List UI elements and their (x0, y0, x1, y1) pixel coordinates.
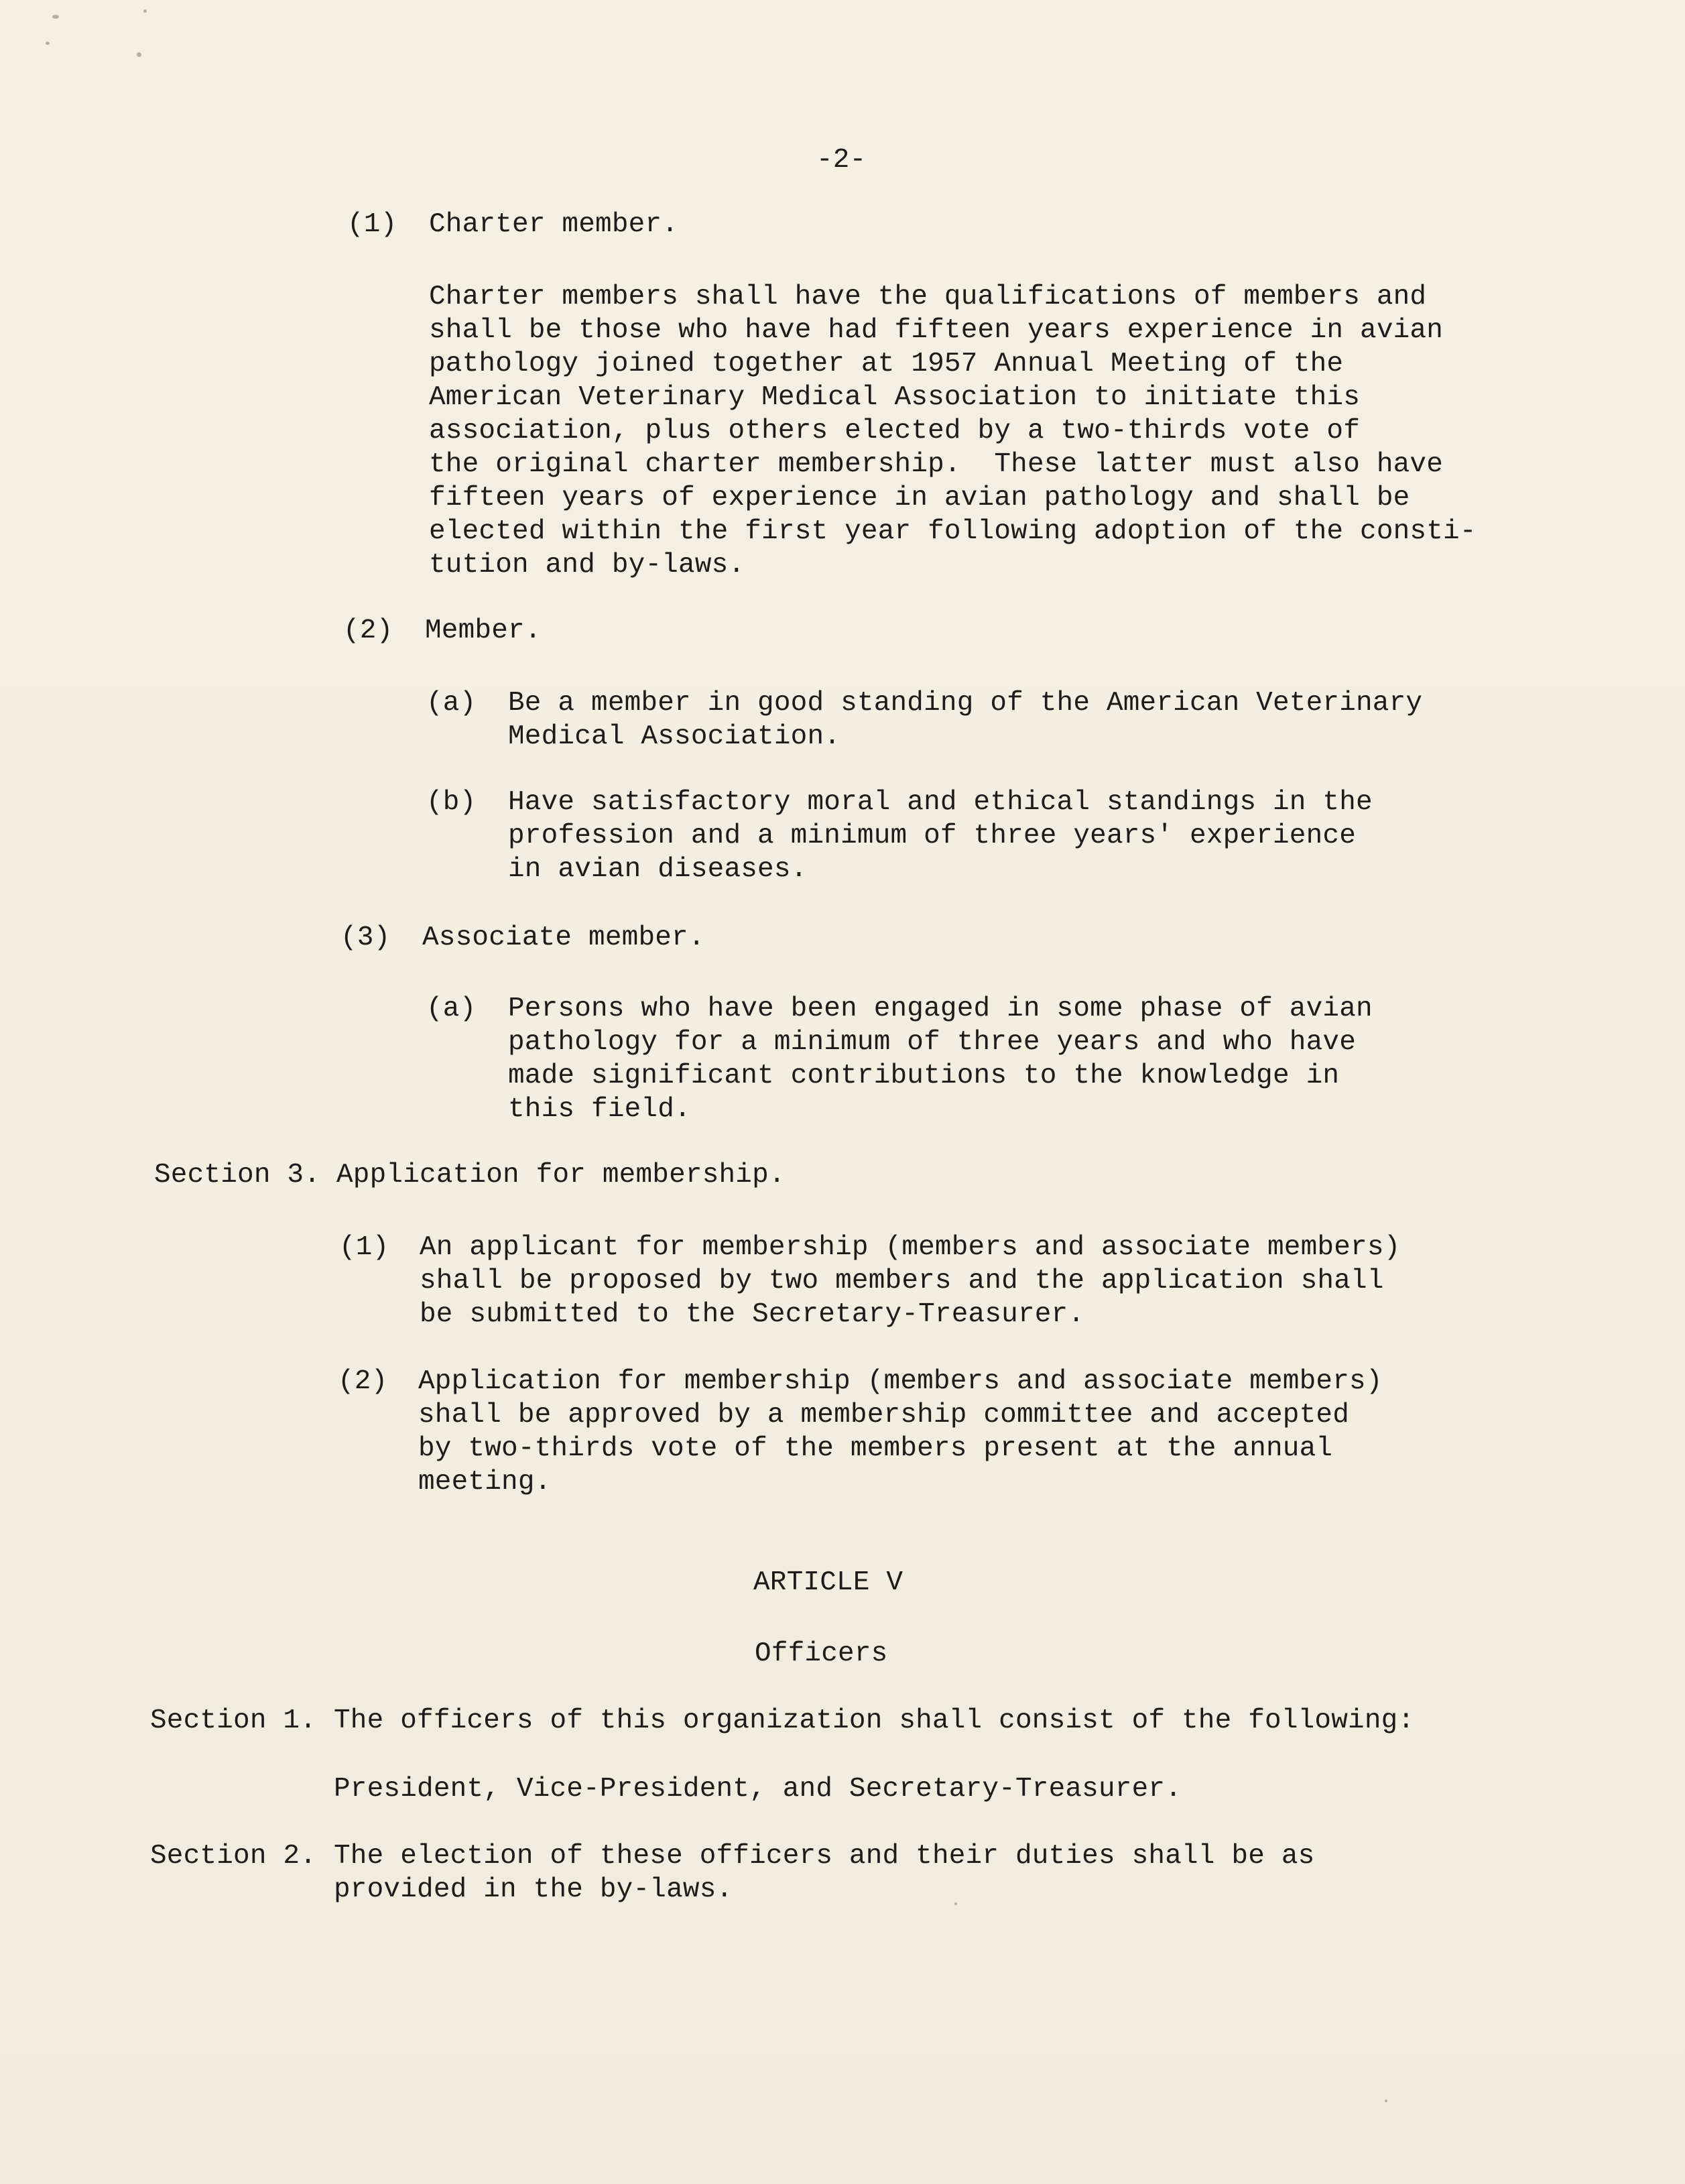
paper-speck (137, 52, 141, 57)
section3-item2-line: meeting. (418, 1467, 552, 1498)
section3-item1-line: be submitted to the Secretary-Treasurer. (420, 1299, 1085, 1330)
member-a-line: Be a member in good standing of the American Veterinary (508, 688, 1423, 719)
member-b-line: in avian diseases. (508, 854, 808, 885)
member-b-line: Have satisfactory moral and ethical standings in the (508, 787, 1373, 818)
member-b-line: profession and a minimum of three years' experience (508, 821, 1357, 851)
charter-member-number: (1) (347, 209, 397, 240)
officers-list: President, Vice-President, and Secretary-Treasurer. (334, 1774, 1182, 1805)
section3-item2-line: Application for membership (members and associate members) (418, 1366, 1383, 1397)
associate-a-line: this field. (508, 1094, 691, 1125)
paper-speck (52, 15, 59, 19)
member-a-line: Medical Association. (508, 721, 841, 752)
associate-member-number: (3) (340, 922, 391, 953)
section3-label: Section 3. (154, 1160, 321, 1191)
section3-title: Application for membership. (336, 1160, 786, 1191)
page-number: -2- (816, 145, 867, 176)
member-a-label: (a) (426, 688, 477, 719)
charter-paragraph-line: American Veterinary Medical Association to initiate this (429, 382, 1361, 413)
section3-item2-line: shall be approved by a membership committee and accepted (418, 1400, 1350, 1431)
article-section1-label: Section 1. (150, 1705, 317, 1736)
member-number: (2) (343, 615, 393, 646)
associate-a-line: Persons who have been engaged in some phase of avian (508, 993, 1373, 1024)
associate-a-line: pathology for a minimum of three years and who have (508, 1027, 1357, 1058)
associate-a-line: made significant contributions to the knowledge in (508, 1060, 1340, 1091)
charter-paragraph-line: elected within the first year following adoption of the consti- (429, 516, 1477, 547)
associate-a-label: (a) (426, 993, 477, 1024)
paper-speck (1385, 2100, 1387, 2102)
charter-paragraph-line: fifteen years of experience in avian pathology and shall be (429, 483, 1410, 513)
section3-item1-number: (1) (339, 1232, 389, 1263)
member-heading: Member. (425, 615, 542, 646)
article-section2-line: The election of these officers and their duties shall be as (334, 1841, 1315, 1872)
charter-paragraph-line: pathology joined together at 1957 Annual Meeting of the (429, 349, 1344, 379)
charter-paragraph-line: Charter members shall have the qualifications of members and (429, 282, 1427, 312)
article-subheading: Officers (755, 1638, 888, 1669)
charter-member-heading: Charter member. (429, 209, 679, 240)
member-b-label: (b) (426, 787, 477, 818)
charter-paragraph-line: shall be those who have had fifteen years experience in avian (429, 315, 1444, 346)
charter-paragraph-line: association, plus others elected by a two-thirds vote of (429, 416, 1361, 446)
article-heading: ARTICLE V (753, 1567, 903, 1598)
charter-paragraph-line: tution and by-laws. (429, 550, 745, 581)
article-section2-label: Section 2. (150, 1841, 317, 1872)
section3-item1-line: An applicant for membership (members and associate members) (420, 1232, 1401, 1263)
section3-item1-line: shall be proposed by two members and the application shall (420, 1266, 1384, 1296)
section3-item2-number: (2) (338, 1366, 388, 1397)
article-section2-line: provided in the by-laws. (334, 1874, 733, 1905)
paper-speck (954, 1902, 957, 1905)
charter-paragraph-line: the original charter membership. These latter must also have (429, 449, 1444, 480)
paper-speck (143, 9, 147, 13)
paper-speck (46, 42, 50, 45)
associate-member-heading: Associate member. (422, 922, 705, 953)
article-section1-text: The officers of this organization shall consist of the following: (334, 1705, 1415, 1736)
section3-item2-line: by two-thirds vote of the members present at the annual (418, 1433, 1333, 1464)
